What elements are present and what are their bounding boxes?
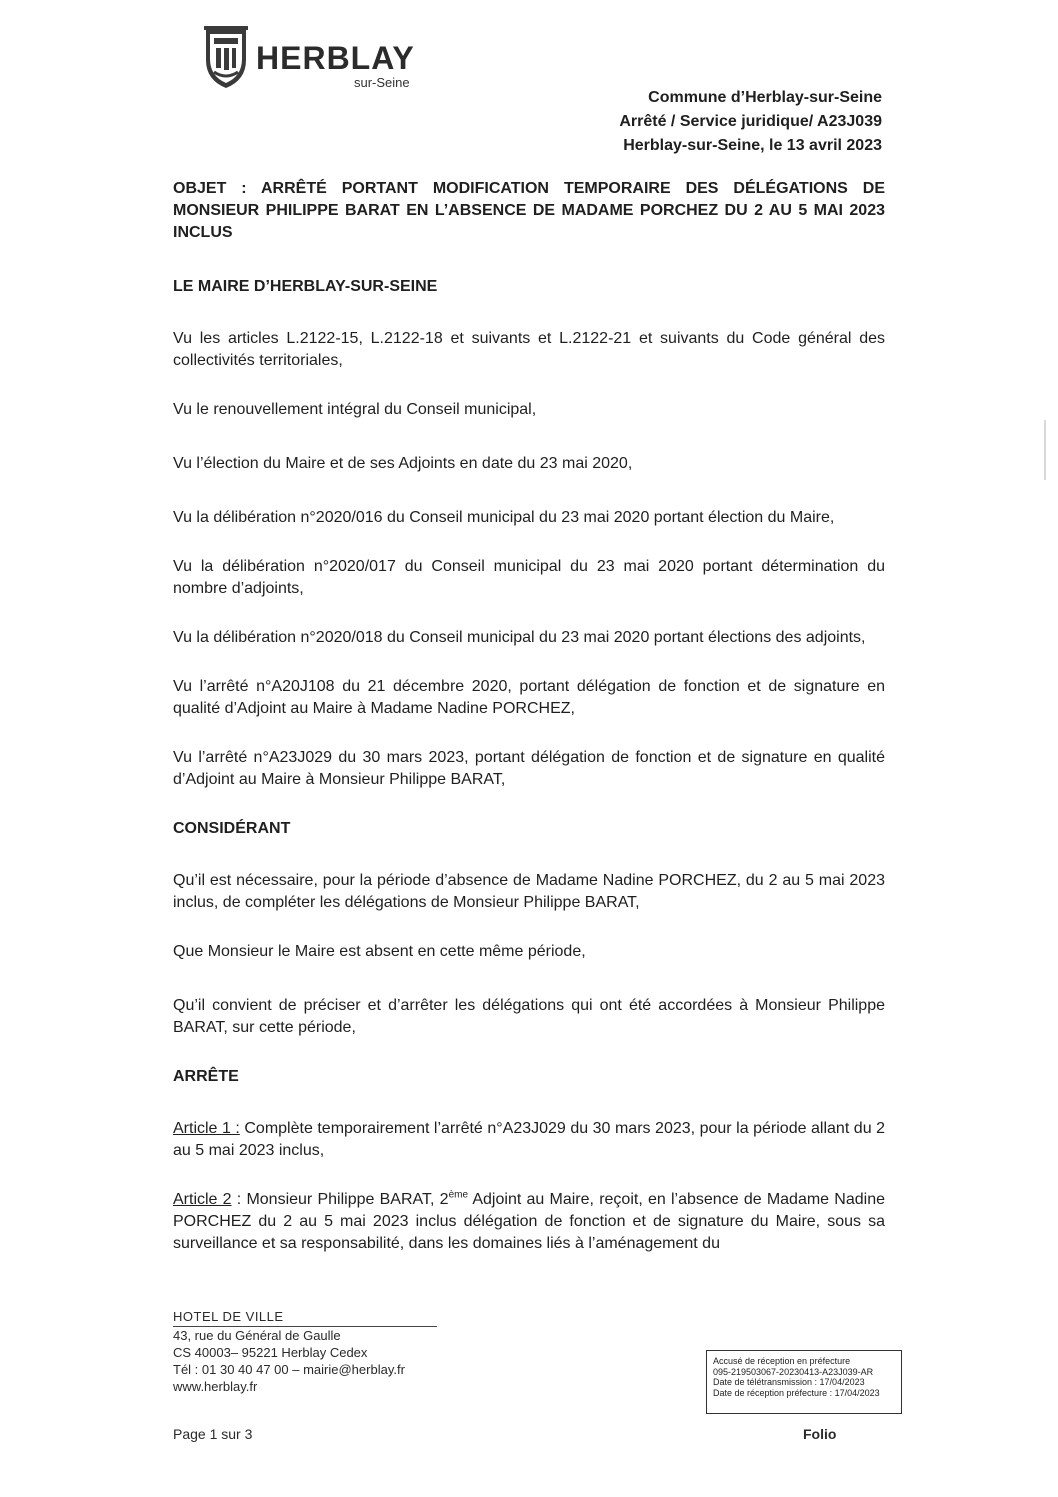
vu-paragraph: Vu l’arrêté n°A20J108 du 21 décembre 2020, portant délégation de fonction et de signature en qualité d’Adjoint au Maire à Madame Nadine PORCHEZ, — [173, 678, 885, 717]
footer-title: HOTEL DE VILLE — [173, 1308, 437, 1327]
receipt-line: Date de télétransmission : 17/04/2023 — [713, 1377, 865, 1387]
footer-line: Tél : 01 30 40 47 00 – mairie@herblay.fr — [173, 1362, 405, 1377]
receipt-line: Date de réception préfecture : 17/04/2023 — [713, 1387, 880, 1398]
commune-name: Commune d’Herblay-sur-Seine — [648, 89, 882, 106]
article-1-label: Article 1 : — [173, 1120, 240, 1137]
logo-subtitle: sur-Seine — [354, 75, 410, 90]
article-2-text-continued: Adjoint au Maire, reçoit, en l’absence de Madame Nadine PORCHEZ du 2 au 5 mai 2023 inclus délégation de fonction et de signature du Maire, sous sa surveillance et sa responsabilité, dans les domaines liés à l’aménagement du — [173, 1191, 886, 1252]
reference-number: Arrêté / Service juridique/ A23J039 — [619, 113, 882, 130]
objet-title: OBJET : ARRÊTÉ PORTANT MODIFICATION TEMPORAIRE DES DÉLÉGATIONS DE MONSIEUR PHILIPPE BARAT EN L’ABSENCE DE MADAME PORCHEZ DU 2 AU 5 MAI 2023 INCLUS — [173, 180, 885, 241]
maire-heading: LE MAIRE D’HERBLAY-SUR-SEINE — [173, 278, 438, 295]
vu-paragraph: Vu l’arrêté n°A23J029 du 30 mars 2023, portant délégation de fonction et de signature en qualité d’Adjoint au Maire à Monsieur Philippe BARAT, — [173, 749, 885, 788]
article-1-text: Complète temporairement l’arrêté n°A23J029 du 30 mars 2023, pour la période allant du 2 au 5 mai 2023 inclus, — [173, 1120, 886, 1159]
vu-paragraph: Vu les articles L.2122-15, L.2122-18 et suivants et L.2122-21 et suivants du Code général des collectivités territoriales, — [173, 330, 885, 369]
article-2-label: Article 2 — [173, 1191, 232, 1208]
considerant-paragraph: Que Monsieur le Maire est absent en cette même période, — [173, 943, 586, 960]
logo-name: HERBLAY — [256, 40, 415, 76]
considerant-paragraph: Qu’il convient de préciser et d’arrêter les délégations qui ont été accordées à Monsieur Philippe BARAT, sur cette période, — [173, 997, 885, 1036]
article-2 — [173, 1189, 885, 1255]
vu-paragraph: Vu la délibération n°2020/018 du Conseil municipal du 23 mai 2020 portant élections des adjoints, — [173, 629, 866, 646]
footer-line: CS 40003– 95221 Herblay Cedex — [173, 1345, 368, 1360]
document-body — [173, 178, 885, 1282]
vu-paragraph: Vu le renouvellement intégral du Conseil municipal, — [173, 401, 537, 418]
considerant-paragraph: Qu’il est nécessaire, pour la période d’absence de Madame Nadine PORCHEZ, du 2 au 5 mai 2023 inclus, de compléter les délégations de Monsieur Philippe BARAT, — [173, 872, 885, 911]
scan-artifact — [1044, 420, 1046, 480]
page-number: Page 1 sur 3 — [173, 1426, 253, 1442]
document-header — [462, 86, 882, 158]
herblay-logo — [200, 24, 430, 94]
prefecture-receipt-box — [706, 1350, 902, 1414]
document-date: Herblay-sur-Seine, le 13 avril 2023 — [623, 137, 882, 154]
vu-paragraph: Vu l’élection du Maire et de ses Adjoints en date du 23 mai 2020, — [173, 455, 633, 472]
footer-line: 43, rue du Général de Gaulle — [173, 1328, 341, 1343]
ordinal-suffix: ème — [448, 1189, 469, 1201]
vu-paragraph: Vu la délibération n°2020/017 du Conseil municipal du 23 mai 2020 portant détermination du nombre d’adjoints, — [173, 558, 885, 597]
article-2-text: : Monsieur Philippe BARAT, 2 — [231, 1191, 449, 1208]
footer-line: www.herblay.fr — [173, 1379, 258, 1394]
receipt-line: Accusé de réception en préfecture — [713, 1356, 851, 1366]
folio-label: Folio — [803, 1426, 837, 1442]
receipt-line: 095-219503067-20230413-A23J039-AR — [713, 1366, 874, 1377]
vu-paragraph: Vu la délibération n°2020/016 du Conseil municipal du 23 mai 2020 portant élection du Maire, — [173, 509, 835, 526]
article-1 — [173, 1118, 885, 1162]
considerant-heading: CONSIDÉRANT — [173, 820, 291, 837]
footer-address — [173, 1308, 443, 1395]
arrete-heading: ARRÊTE — [173, 1068, 239, 1085]
city-crest-icon — [200, 24, 252, 90]
